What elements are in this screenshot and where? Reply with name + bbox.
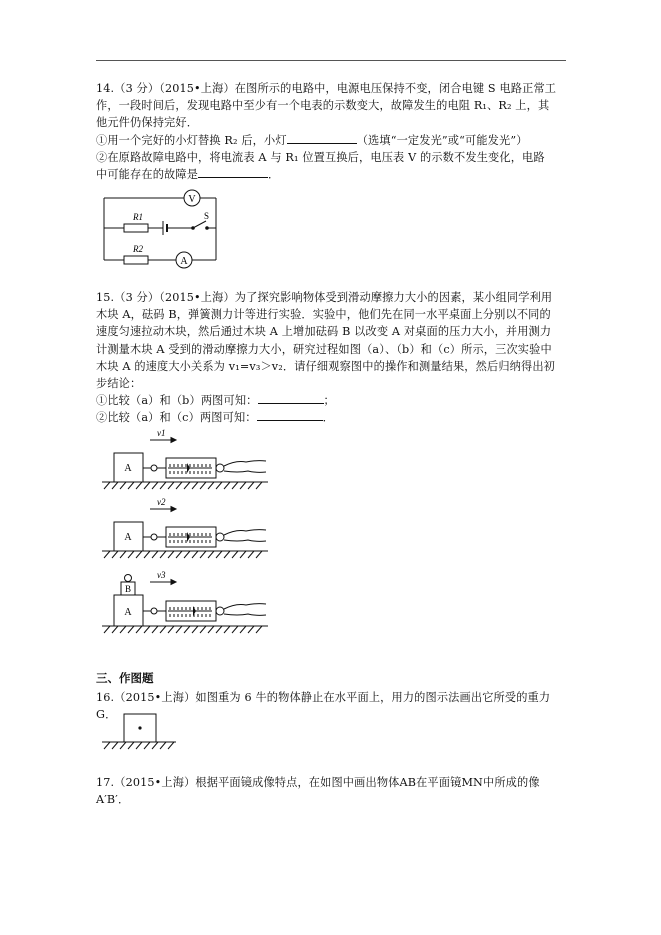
q17-text: 17.（2015•上海）根据平面镜成像特点，在如图中画出物体AB在平面镜MN中所成的像 A′B′．: [96, 776, 540, 807]
ammeter-label: A: [180, 256, 188, 267]
q15-answer-blank-2[interactable]: [257, 409, 323, 421]
resistor-r2-icon: [124, 256, 148, 264]
q14-line-5: ②在原路故障电路中，将电流表 A 与 R₁ 位置互换后，电压表 V 的示数不发生变化，电路: [96, 150, 545, 164]
hand-icon: [224, 530, 266, 542]
block-a-label: A: [124, 463, 132, 474]
q15-line-1: 15.（3 分）（2015•上海）为了探究影响物体受到滑动摩擦力大小的因素，某小组同学利用: [96, 291, 553, 304]
hand-icon: [224, 604, 266, 616]
hook-icon: [151, 534, 157, 540]
voltmeter-label: V: [188, 194, 196, 205]
v3-label: v3: [157, 570, 166, 580]
q14-answer-blank-2[interactable]: [198, 166, 268, 178]
q14-line-6: [96, 166, 568, 183]
section-title: 三、作图题: [96, 671, 154, 685]
q15-line-3: 速度匀速拉动木块，然后通过木块 A 上增加砝码 B 以改变 A 对桌面的压力大小，并用测力: [96, 325, 552, 339]
q14-line-6-text: 中可能存在的故障是: [96, 168, 199, 182]
q15-line-8-text: ②比较（a）和（c）两图可知：: [96, 411, 257, 425]
switch-icon: [193, 221, 206, 228]
q14-answer-blank-1[interactable]: [287, 132, 357, 144]
resistor-r1-icon: [124, 224, 148, 232]
q14-line-3: 他元件仍保持完好．: [96, 116, 199, 130]
hand-icon: [224, 461, 266, 473]
q15-answer-blank-1[interactable]: [258, 392, 324, 404]
hook-icon: [151, 608, 157, 614]
q14-line-2: 作，一段时间后，发现电路中至少有一个电表的示数变大，故障发生的电阻 R₁、R₂ 上，其: [96, 99, 550, 113]
block-a-label: A: [124, 532, 132, 543]
q15-line-7-end: ；: [323, 394, 335, 408]
q16-text: 16.（2015•上海）如图重为 6 牛的物体静止在水平面上，用力的图示法画出它所受的重力 G．: [96, 691, 551, 722]
scale-ring-icon: [216, 533, 224, 541]
v2-label: v2: [157, 497, 166, 507]
q14-line-4: [96, 132, 568, 149]
header-rule: [96, 60, 566, 61]
q14-line-1: 14.（3 分）（2015•上海）在图所示的电路中，电源电压保持不变，闭合电键 S 电路正常工: [96, 82, 557, 95]
q15-line-8: [96, 409, 568, 426]
q15-line-4: 计测量木块 A 受到的滑动摩擦力大小，研究过程如图（a）、（b）和（c）所示，三次实验中: [96, 342, 552, 356]
friction-figure-b: [100, 497, 270, 559]
q15-line-5: 木块 A 的速度大小关系为 v₁=v₃＞v₂．请仔细观察图中的操作和测量结果，然后归纳得出初: [96, 359, 556, 373]
circuit-diagram: [100, 186, 220, 270]
center-point-icon: [138, 726, 141, 729]
block-a-label: A: [124, 607, 132, 618]
question-15: [96, 289, 568, 427]
scale-ring-icon: [216, 607, 224, 615]
weight-knob-icon: [125, 575, 132, 582]
r2-label: R2: [133, 244, 143, 254]
scale-ring-icon: [216, 464, 224, 472]
weight-b-label: B: [124, 584, 132, 594]
friction-figure-a: [100, 428, 270, 490]
q16-figure: [100, 710, 180, 750]
q14-line-4-hint: （选填“一定发光”或“可能发光”）: [356, 133, 528, 147]
question-17: [96, 774, 568, 808]
q15-line-2: 木块 A，砝码 B，弹簧测力计等进行实验．实验中，他们先在同一水平桌面上分别以不同的: [96, 308, 551, 322]
r1-label: R1: [133, 212, 143, 222]
friction-figure-c: [100, 568, 270, 634]
q14-line-4-text: ①用一个完好的小灯替换 R₂ 后，小灯: [96, 133, 287, 147]
q15-line-6: 步结论：: [96, 377, 142, 391]
q14-line-6-end: ．: [268, 168, 280, 182]
switch-label: S: [204, 211, 210, 221]
q15-line-8-end: ．: [322, 411, 334, 425]
question-14: [96, 80, 568, 183]
q15-line-7: [96, 392, 568, 409]
v1-label: v1: [157, 428, 166, 438]
q15-line-7-text: ①比较（a）和（b）两图可知：: [96, 394, 258, 408]
hook-icon: [151, 465, 157, 471]
